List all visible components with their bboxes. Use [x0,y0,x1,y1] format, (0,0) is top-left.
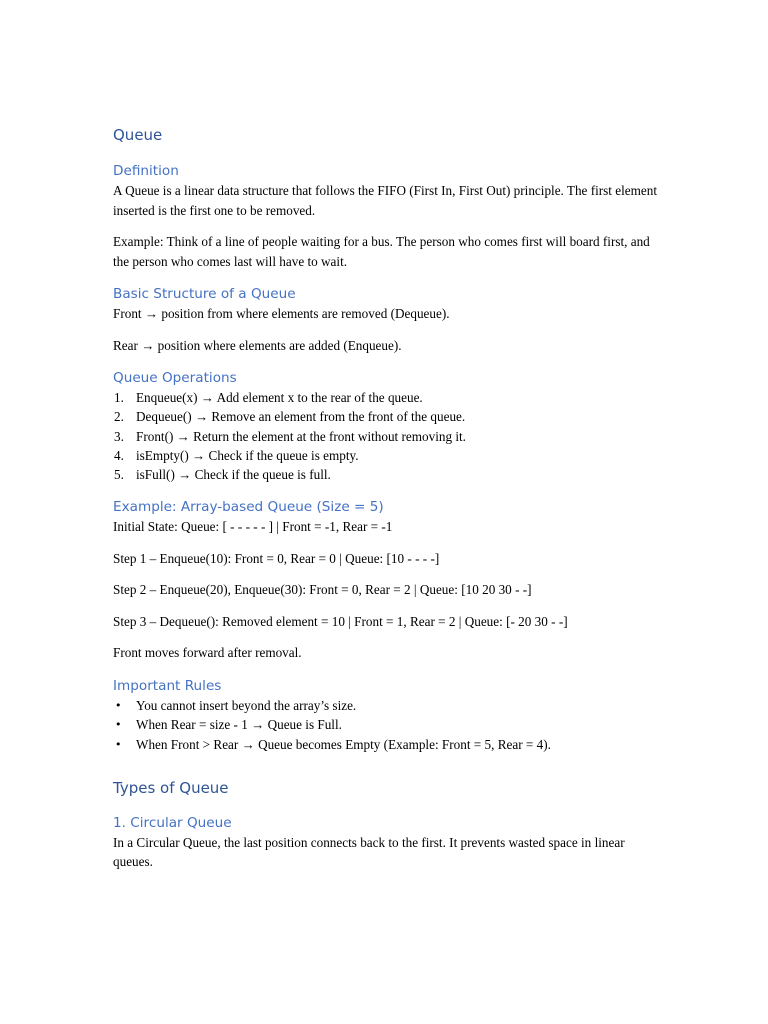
list-number: 4. [114,447,124,463]
list-item [113,446,658,465]
definition-heading: Definition [113,163,179,179]
definition-example: Example: Think of a line of people waiting for a bus. The person who comes first will board first, and the person who comes last will have to wait. [113,234,650,269]
definition-text: A Queue is a linear data structure that follows the FIFO (First In, First Out) principle. The first element inserted is the first one to be removed. [113,183,657,218]
structure-heading: Basic Structure of a Queue [113,286,296,302]
circular-queue-heading: 1. Circular Queue [113,814,232,831]
document-page [113,124,658,872]
list-item-text: When Front > Rear → Queue becomes Empty (Example: Front = 5, Rear = 4). [136,736,551,752]
example-note: Front moves forward after removal. [113,645,302,661]
list-item [113,715,658,734]
structure-rear: Rear → position where elements are added (Enqueue). [113,337,402,353]
list-item-text: Front() → Return the element at the front without removing it. [136,428,466,444]
list-number: 2. [114,409,124,425]
example-initial-state: Initial State: Queue: [ - - - - - ] | Front = -1, Rear = -1 [113,519,393,535]
rules-list [113,696,658,754]
operations-heading: Queue Operations [113,370,237,386]
rules-heading: Important Rules [113,677,222,694]
list-item [113,465,658,484]
list-item-text: Dequeue() → Remove an element from the front of the queue. [136,409,466,425]
operations-list [113,388,658,484]
list-item-text: isFull() → Check if the queue is full. [136,467,331,483]
types-heading: Types of Queue [113,778,229,797]
bullet-icon: • [115,718,122,732]
page-title: Queue [113,126,163,144]
example-heading: Example: Array-based Queue (Size = 5) [113,499,384,516]
list-item [113,407,658,426]
list-item-text: When Rear = size - 1 → Queue is Full. [136,717,342,733]
structure-front: Front → position from where elements are removed (Dequeue). [113,306,450,321]
list-item [113,427,658,446]
example-step-1: Step 1 – Enqueue(10): Front = 0, Rear = 0 | Queue: [10 - - - -] [113,550,440,566]
bullet-icon: • [115,737,122,751]
list-item-text: Enqueue(x) → Add element x to the rear of the queue. [136,390,423,405]
list-item-text: You cannot insert beyond the array’s size. [136,697,357,713]
list-item-text: isEmpty() → Check if the queue is empty. [136,447,359,463]
list-number: 5. [114,467,124,483]
example-step-2: Step 2 – Enqueue(20), Enqueue(30): Front = 0, Rear = 2 | Queue: [10 20 30 - -] [113,582,532,598]
list-number: 1. [114,390,124,405]
list-item [113,388,658,407]
circular-queue-text: In a Circular Queue, the last position connects back to the first. It prevents wasted space in linear queues. [113,834,625,870]
bullet-icon: • [115,698,122,712]
list-item [113,696,658,715]
list-item [113,735,658,754]
list-number: 3. [114,428,124,444]
example-step-3: Step 3 – Dequeue(): Removed element = 10 | Front = 1, Rear = 2 | Queue: [- 20 30 - -] [113,613,568,629]
